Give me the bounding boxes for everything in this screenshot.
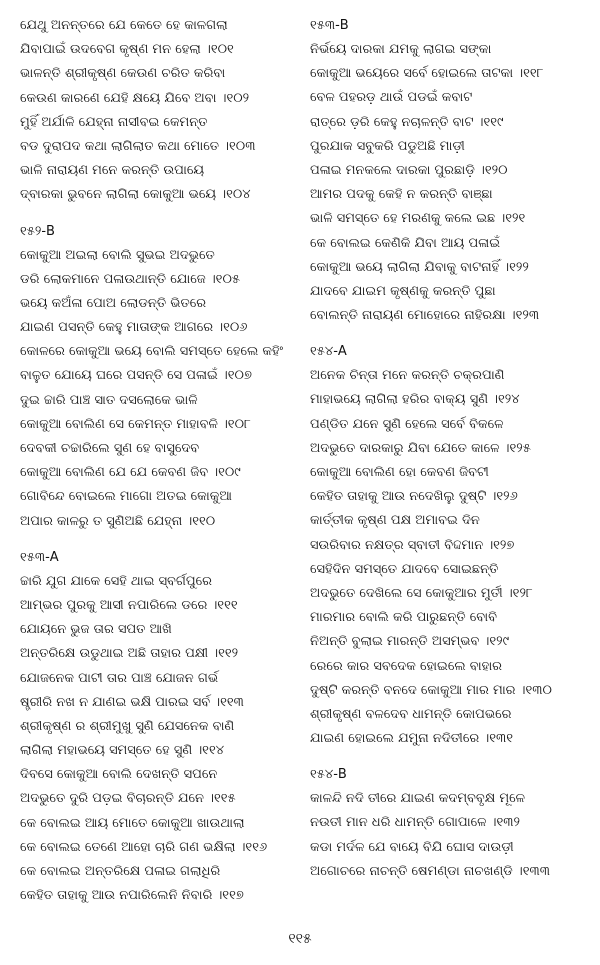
verse-line: କଡା ମର୍ଦଳ ଯେ ବାୟେ ବିଯି ଘୋସ ଦାଉଡ଼ୀ — [310, 839, 514, 855]
verse-line: କେଉଣ କାରଣେ ଯେହି କ୍ଷୟେ ଯିବେ ଅବା ।୧୦୨ — [20, 90, 250, 106]
section-heading: ୧୫୪-A — [310, 344, 347, 360]
verse-line: ଅପାର କାଳରୁ ତ ସୁଣିଅଛି ଯେହ୍ନା ।୧୧୦ — [20, 513, 216, 529]
verse-line: ଯେଥୁ ଅନନ୍ତରେ ଯେ କେତେ ହେ କାଳଗଲା — [20, 18, 228, 33]
verse-line: ଯୋୟନେ ଭୁଜ ତାର ସପତ ଆଖି — [20, 622, 172, 638]
verse-line: କାର୍ତ୍ତୀକ କୃଷ୍ଣ ପକ୍ଷ ଅମାବଇ ଦିନ — [310, 513, 480, 529]
verse-line: ଆମ୍ଭର ପୁରକୁ ଆସୀ ନପାରିଲେ ଡରେ ।୧୧୧ — [20, 597, 238, 613]
verse-line: ଯାଇଣ ପସନ୍ତି କେହୁ ମାତାଙ୍କ ଆଗରେ ।୧୦୬ — [20, 320, 248, 336]
verse-line: କୋକୁଆ ଭୟେରେ ସର୍ବେ ହୋଇଲେ ତାଟକା ।୧୧୮ — [310, 66, 544, 82]
verse-line: ଗୋବିନ୍ଦେ ବୋଇଲେ ମାଗୋ ଅତଇ କୋକୁଆ — [20, 489, 232, 505]
verse-line: କେହିତ ତାହାକୁ ଆଉ ନଦେଖିଲୁ ଦୁଷ୍ଟି ।୧୨୬ — [310, 489, 518, 505]
section-spacer — [310, 751, 600, 763]
verse-line: ମୁହିଁ ଅର୍ଯାଳି ଯେହ୍ନା ନାସୀବଇ କେମନ୍ତ — [20, 114, 208, 130]
verse-line: କୋକୁଆ ଭୟେ ଲାଗିଲା ଯିବାକୁ ବାଟନାହିଁ ।୧୨୨ — [310, 259, 529, 275]
verse-line: କେ ବୋଲଇ ଅନ୍ତରିକ୍ଷେ ପଳାଇ ଗଲାଧିରି — [20, 864, 221, 879]
verse-line: କେ ବୋଲଇ କେଣିକି ଯିବା ଆୟ ପଳାଇଁ — [310, 235, 501, 251]
verse-line: ନଉତୀ ମାନ ଧରି ଧାମନ୍ତି ଗୋପାଳେ ।୧୩୨ — [310, 815, 520, 831]
verse-line: ଦେବକୀ ଚଚ୍ଚାରିଲେ ସୁଣ ହେ ବାସୁଦେବ — [20, 441, 200, 456]
section-heading: ୧୫୩-B — [310, 18, 349, 33]
verse-line: କେହିତ ତାହାକୁ ଆଉ ନପାରିଲେନି ନିବାରି ।୧୧୭ — [20, 888, 244, 904]
verse-line: କେ ବୋଲଇ ଆୟ ମୋତେ କୋକୁଆ ଖାଉଥାଲା — [20, 815, 245, 831]
verse-line: ଦ୍ବାରକା ଭୁବନେ ଲାଗିଲା କୋକୁଆ ଭୟେ ।୧୦୪ — [20, 187, 251, 203]
verse-line: ମାହାଭୟେ ଲାଗିଲା ହରିର ବାକ୍ୟ ସୁଣି ।୧୨୪ — [310, 392, 520, 408]
verse-line: ଶ୍ରୀକୃଷ୍ଣ ବଳଦେବ ଧାମନ୍ତି କୋପଭରେ — [310, 706, 512, 722]
verse-line: କୋକୁଆ ଅଇଲା ବୋଲି ସୁଭଇ ଅଦଭୁତେ — [20, 247, 215, 263]
verse-line: ଅଦଭୁତେ ଦେଖିଲେ ସେ କୋକୁଆର ମୁର୍ତୀ ।୧୨୮ — [310, 585, 533, 601]
verse-line: ରେରେ କାର ସବଦେକ ହୋଇଲେ ବାହାର — [310, 658, 503, 674]
verse-line: ଆମର ପଦକୁ କେହି ନ କରନ୍ତି ବାଞ୍ଛା — [310, 187, 493, 203]
verse-line: ଦିବସେ କୋକୁଆ ବୋଲି ଦେଖନ୍ତି ସପନେ — [20, 767, 218, 783]
verse-line: ଯିବାପାଇଁ ଉଦବେଗ କୃଷ୍ଣ ମନ ହେଲା ।୧୦୧ — [20, 42, 234, 58]
section-spacer — [20, 208, 310, 220]
verse-line: କୋକୁଆ ବୋଲିଣ ଯେ ଯେ କେବଣ ଜିବ ।୧୦୯ — [20, 465, 241, 481]
verse-line: ବେଳ ପହରଡ଼ ଥାଉଁ ପଡଇଁ କବାଟ — [310, 90, 473, 106]
verse-line: ଡରି ଲୋକମାନେ ପଳାଉଥାନ୍ତି ଯୋଜେ ।୧୦୫ — [20, 271, 240, 287]
verse-line: ବୋଲନ୍ତି ନାରାୟଣ ମୋହୋରେ ନାହିରକ୍ଷା ।୧୨୩ — [310, 308, 540, 324]
verse-line: ରାତ୍ରେ ଡ଼ରି କେହୁ ନଚାଳନ୍ତି ବାଟ ।୧୧୯ — [310, 114, 504, 130]
section-spacer — [20, 534, 310, 546]
left-column — [20, 14, 310, 908]
verse-line: ଅନେକ ଚିନ୍ତା ମନେ କରନ୍ତି ଚକ୍ରପାଣି — [310, 368, 505, 384]
verse-line: ବଡ ଦୁରାପଦ କଥା ଲାଗିଲାତ କଥା ମୋତେ ।୧୦୩ — [20, 138, 256, 154]
verse-line: ଭାଳି ସମସ୍ତେ ହେ ମରଣକୁ କଲେ ଇଛ ।୧୨୧ — [310, 211, 526, 227]
verse-line: ପଳାଇ ମନକଲେ ଦାରକା ପୁରଛାଡ଼ି ।୧୨୦ — [310, 162, 508, 178]
verse-line: ଭୟେ କଅଁଳା ପୋଅ ଲୋଡନ୍ତି ଭିତରେ — [20, 295, 207, 311]
verse-line: ସେହିଦିନ ସମସ୍ତେ ଯାଦବେ ସୋଇଛନ୍ତି — [310, 561, 499, 577]
section-spacer — [310, 328, 600, 340]
verse-line: ଅନ୍ତରିକ୍ଷେ ଉଡୁଥାଇ ଅଛି ତାହାର ପକ୍ଷୀ ।୧୧୨ — [20, 646, 239, 662]
verse-line: ଚ୍ଚାରି ଯୁଗ ଯାକେ ସେହି ଥାଇ ସ୍ବର୍ଗପୁରେ — [20, 573, 212, 589]
verse-line: ଯୋଜନେକ ପାଟୀ ତାର ପାଞ୍ଚ ଯୋଜନ ଗର୍ଭ — [20, 670, 219, 686]
verse-line: ଭାଳି ନାରାୟଣ ମନେ କରନ୍ତି ଉପାୟେ — [20, 163, 205, 179]
section-heading: ୧୫୪-B — [310, 767, 347, 783]
verse-line: ନିଅନ୍ତି ବୁଲାଇ ମାରନ୍ତି ଅସମ୍ଭବ ।୧୨୯ — [310, 634, 510, 650]
verse-line: ଯାଇଣ ହୋଇଲେ ଯମୁନା ନଦିତୀରେ ।୧୩୧ — [310, 731, 514, 747]
verse-line: ପୁରଯାକ ସବୁକରି ପଡୁଅଛି ମାଡ଼ୀ — [310, 138, 465, 154]
verse-line: ଶ୍ରୀକୃଷ୍ଣ ର ଶ୍ରୀମୁଖୁ ସୁଣି ଯେସନେକ ବାଣି — [20, 718, 235, 734]
verse-line: ପଣ୍ଡିତ ଯନେ ସୁଣି ହେଲେ ସର୍ବେ ବିକଳେ — [310, 416, 504, 432]
verse-line: ଦୁଇ ଚ୍ଚାରି ପାଞ୍ଚ ସାତ ଦସଲୋକେ ଭାଳି — [20, 392, 198, 408]
verse-line: ବାଳୁତ ଯୋୟେ ଘରେ ପସନ୍ତି ସେ ପଳାଇଁ ।୧୦୭ — [20, 368, 252, 384]
section-heading: ୧୫୨-B — [20, 223, 55, 239]
right-column — [310, 14, 600, 884]
verse-line: କୋକୁଆ ବୋଲିଣ ସେ କେମନ୍ତ ମାହାବଳି ।୧୦୮ — [20, 416, 251, 432]
verse-line: ନିର୍ଭୟେ ଦାରକା ଯମକୁ ଲାଗଇ ସଙ୍କା — [310, 42, 492, 57]
verse-line: କାଳନ୍ଦି ନଦି ତୀରେ ଯାଇଣ କଦମ୍ବବୃକ୍ଷ ମୂଳେ — [310, 791, 526, 807]
verse-line: ଭାଳନ୍ତି ଶ୍ରୀକୃଷ୍ଣ କେଉଣ ଚରିତ କରିବା — [20, 66, 226, 82]
verse-line: ଅଦଭୁତେ ଦାରକାରୁ ଯିବା ଯେତେ କାଳେ ।୧୨୫ — [310, 440, 531, 456]
verse-line: କୋକୁଆ ବୋଲିଣ ହୋ କେବଣ ଜିବଟୀ — [310, 465, 489, 480]
section-heading: ୧୫୩-A — [20, 549, 59, 565]
verse-line: ଅଦଭୁତେ ଦୁରି ପଡ଼ଇ ବିଚାରନ୍ତି ଯନେ ।୧୧୫ — [20, 791, 236, 807]
verse-line: ଦୁଷ୍ଟି କରନ୍ତି ବନଦେ କୋକୁଆ ମାର ମାର ।୧୩୦ — [310, 682, 552, 698]
page-number: ୧୧୫ — [288, 931, 312, 947]
verse-line: ମାରମାର ବୋଲି କରି ପାରୁଛନ୍ତି ବୋବି — [310, 610, 497, 626]
verse-line: ଅଗୋଚରେ ନାଚନ୍ତି ଷେମଣ୍ଡା ନାଚଖଣ୍ଡି ।୧୩୩ — [310, 863, 550, 879]
verse-line: କୋଳରେ କୋକୁଆ ଭୟେ ବୋଲି ସମସ୍ତେ ହେଲେ କହିଂ — [20, 344, 283, 360]
verse-line: ଷ୍ତ୍ରୀରି ନଖ ନ ଯାଣଇ ଭକ୍ଷି ପାରଇ ସର୍ବ ।୧୧୩ — [20, 694, 244, 710]
verse-line: ଯାଦବେ ଯାଇମ କୃଷ୍ଣକୁ କରନ୍ତି ପୁଛା — [310, 283, 496, 299]
verse-line: ଲାଗିଲା ମହାଭୟେ ସମସ୍ତେ ହେ ସୁଣି ।୧୧୪ — [20, 743, 225, 759]
verse-line: ସଉରିବାର ନକ୍ଷତ୍ର ସ୍ବାତୀ ବିଦ୍ଦମାନ ।୧୨୭ — [310, 537, 515, 553]
verse-line: କେ ବୋଲଇ ତେଣେ ଆହୋ ଚାରି ଗଣ ଭକ୍ଷିଲା ।୧୧୬ — [20, 839, 268, 855]
